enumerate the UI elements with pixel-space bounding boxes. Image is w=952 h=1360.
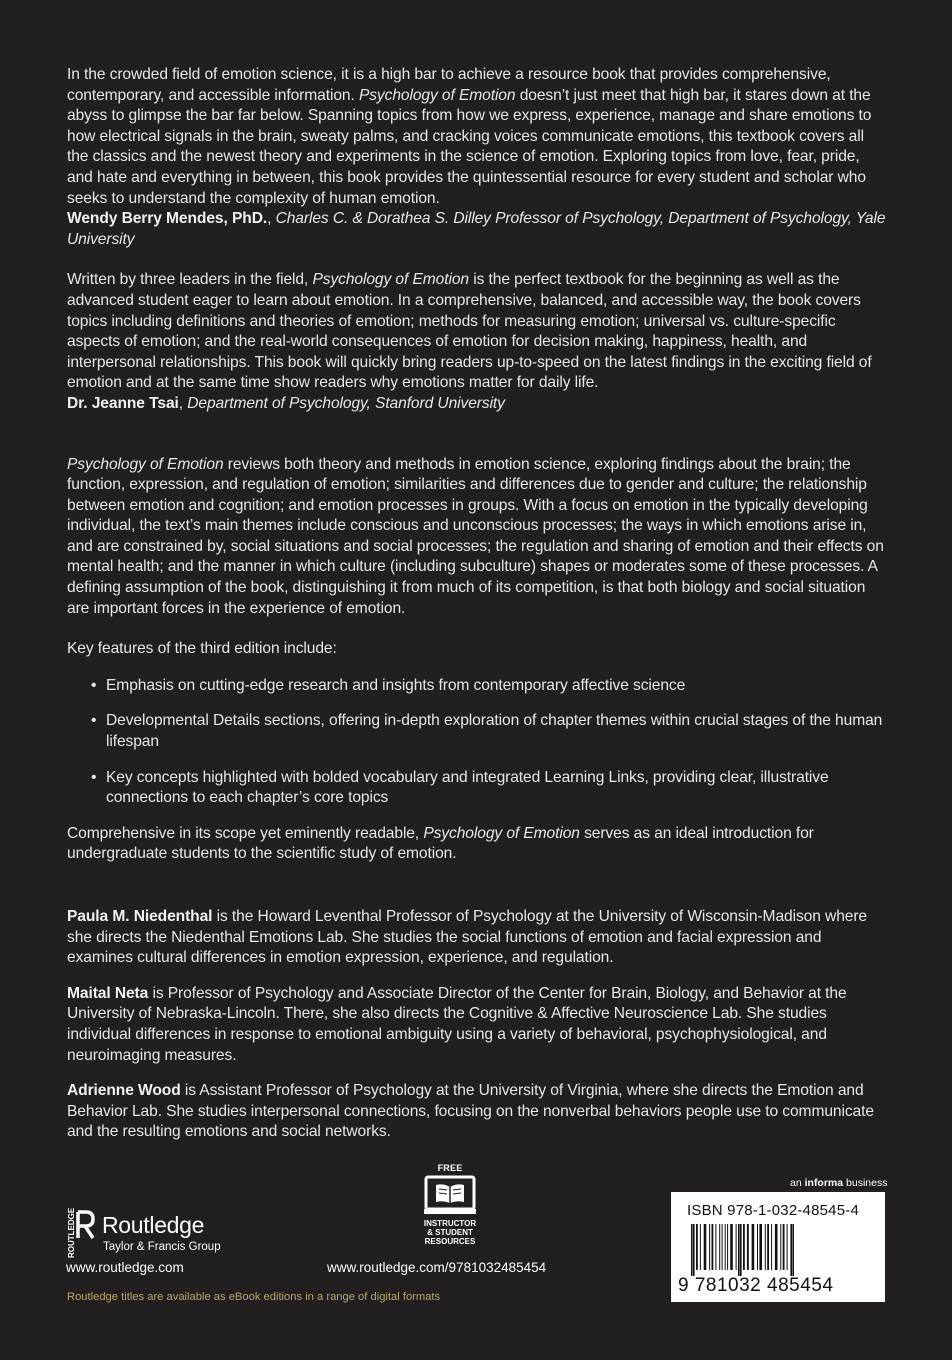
barcode-bar	[727, 1224, 728, 1270]
list-item: • Emphasis on cutting-edge research and insights from contemporary affective science	[91, 676, 889, 697]
routledge-side-text: ROUTLEDGE	[67, 1208, 76, 1258]
barcode-bar	[722, 1224, 723, 1270]
endorsement-2	[67, 270, 889, 414]
barcode-bar	[787, 1224, 788, 1270]
barcode-bar	[715, 1224, 716, 1270]
barcode-bar	[792, 1224, 794, 1276]
author-bio-niedenthal: Paula M. Niedenthal is the Howard Leventhal Professor of Psychology at the University of Wisconsin-Madison where she directs the Niedenthal Emotions Lab. She studies the social functions of emotion and facial expression and examines cultural differences in emotion expression, experience, and regulation.	[67, 908, 868, 967]
author-bio-wood: Adrienne Wood is Assistant Professor of Psychology at the University of Virginia, where she directs the Emotion and Behavior Lab. She studies interpersonal connections, focusing on the nonverbal behaviors people use to communicate and the resulting emotions and social networks.	[67, 1082, 874, 1141]
barcode-bar	[767, 1224, 769, 1270]
back-cover-content	[67, 65, 889, 1158]
endorsement-1-attribution: Wendy Berry Mendes, PhD., Charles C. & Dorathea S. Dilley Professor of Psychology, Department of Psychology, Yale University	[67, 210, 886, 248]
isbn-barcode	[671, 1192, 885, 1302]
barcode-bar	[725, 1224, 726, 1270]
list-item: • Key concepts highlighted with bolded vocabulary and integrated Learning Links, providing clear, illustrative connections to each chapter’s core topics	[91, 768, 889, 809]
barcode-bar	[757, 1224, 758, 1270]
informa-tagline: an informa business	[790, 1177, 888, 1189]
barcode-bar	[693, 1224, 695, 1276]
publisher-name: Routledge	[102, 1212, 205, 1238]
free-label: FREE	[437, 1163, 463, 1173]
routledge-r-icon	[66, 1208, 96, 1258]
ebook-note: Routledge titles are available as eBook editions in a range of digital formats	[67, 1291, 441, 1303]
barcode-bar	[740, 1224, 742, 1276]
barcode-bar	[743, 1224, 745, 1270]
barcode-bar	[747, 1224, 749, 1270]
barcode-bars	[681, 1224, 875, 1276]
barcode-bar	[736, 1224, 737, 1270]
endorsement-1-author: Wendy Berry Mendes, PhD.	[67, 210, 268, 228]
endorsement-2-attribution: Dr. Jeanne Tsai, Department of Psychology, Stanford University	[67, 394, 505, 412]
author-bio-neta: Maital Neta is Professor of Psychology and Associate Director of the Center for Brain, Biology, and Behavior at the University of Nebraska-Lincoln. There, she also directs the Cognitive & Affective Neuroscience Lab. She studies individual differences in response to emotional ambiguity using a variety of behavioral, psychophysiological, and neuroimaging measures.	[67, 984, 847, 1064]
resources-caption: INSTRUCTOR & STUDENT RESOURCES	[423, 1219, 477, 1246]
endorsement-2-text: Written by three leaders in the field, Psychology of Emotion is the perfect textbook for the beginning as well as the advanced student eager to learn about emotion. In a comprehensive, balanced, and accessible way, the book covers topics including definitions and theories of emotion; methods for measuring emotion; universal vs. culture-specific aspects of emotion; and the real-world consequences of emotion for decision making, happiness, health, and interpersonal relationships. This book will quickly bring readers up-to-speed on the latest findings in the exciting field of emotion and at the same time show readers why emotions matter for daily life.	[67, 271, 872, 392]
endorsement-1-affiliation: Charles C. & Dorathea S. Dilley Professor of Psychology, Department of Psychology, Yale University	[67, 210, 886, 248]
isbn-label: ISBN 978-1-032-48545-4	[687, 1202, 860, 1219]
author-name: Paula M. Niedenthal	[67, 908, 213, 925]
barcode-bar	[730, 1224, 733, 1270]
features-list	[67, 676, 889, 809]
barcode-bar	[790, 1224, 792, 1276]
closing-paragraph: Comprehensive in its scope yet eminently readable, Psychology of Emotion serves as an ideal introduction for undergraduate students to the scientific study of emotion.	[67, 824, 814, 863]
free-resources-badge	[415, 1163, 485, 1253]
barcode-bar	[759, 1224, 762, 1270]
barcode-bar	[704, 1224, 707, 1270]
barcode-bar	[696, 1224, 698, 1270]
routledge-logo	[66, 1208, 236, 1258]
features-intro: Key features of the third edition include:	[67, 640, 337, 658]
barcode-bar	[765, 1224, 766, 1270]
barcode-bar	[712, 1224, 714, 1270]
barcode-bar	[752, 1224, 755, 1270]
barcode-bar	[709, 1224, 710, 1270]
barcode-bar	[775, 1224, 778, 1270]
endorsement-1	[67, 65, 889, 250]
barcode-bar	[700, 1224, 701, 1270]
book-description: Psychology of Emotion reviews both theory and methods in emotion science, exploring findings about the brain; the function, expression, and regulation of emotion; similarities and differences due to gender and culture; the relationship between emotion and cognition; and emotion processes in groups. With a focus on emotion in the typically developing individual, the text’s main themes include conscious and unconscious processes; the ways in which emotions arise in, and are constrained by, social situations and social processes; the regulation and sharing of emotion and their effects on mental health; and the manner in which culture (including subculture) shapes or moderates some of these processes. A defining assumption of the book, distinguishing it from much of its competition, is that both biology and social situation are important forces in the experience of emotion.	[67, 455, 884, 617]
publisher-url[interactable]: www.routledge.com	[66, 1260, 184, 1275]
endorsement-2-author: Dr. Jeanne Tsai	[67, 394, 179, 412]
endorsement-1-text: In the crowded field of emotion science, it is a high bar to achieve a resource book that provides comprehensive, contemporary, and accessible information. Psychology of Emotion doesn’t just meet that high bar, it stares down at the abyss to glimpse the bar far below. Spanning topics from how we express, experience, manage and share emotions to how electrical signals in the brain, sweaty palms, and cracking voices communicate emotions, this textbook covers all the classics and the newest theory and experiments in the science of emotion. Exploring topics from love, fear, pride, and hate and everything in between, this book provides the quintessential resource for every student and scholar who seeks to understand the complexity of human emotion.	[67, 66, 872, 207]
endorsement-2-affiliation: Department of Psychology, Stanford University	[187, 394, 505, 412]
author-name: Adrienne Wood	[67, 1082, 181, 1100]
list-item: • Developmental Details sections, offering in-depth exploration of chapter themes within crucial stages of the human lifespan	[91, 711, 889, 752]
barcode-bar	[691, 1224, 693, 1276]
barcode-bar	[771, 1224, 772, 1270]
book-title: Psychology of Emotion	[67, 455, 224, 473]
barcode-bar	[738, 1224, 740, 1276]
barcode-bar	[783, 1224, 785, 1270]
book-screen-icon	[422, 1175, 478, 1217]
isbn-digits: 9 781032 485454	[678, 1275, 834, 1296]
resources-url[interactable]: www.routledge.com/9781032485454	[327, 1260, 547, 1275]
barcode-bar	[719, 1224, 720, 1270]
barcode-bar	[780, 1224, 781, 1270]
publisher-group: Taylor & Francis Group	[103, 1241, 221, 1253]
author-name: Maital Neta	[67, 984, 149, 1002]
